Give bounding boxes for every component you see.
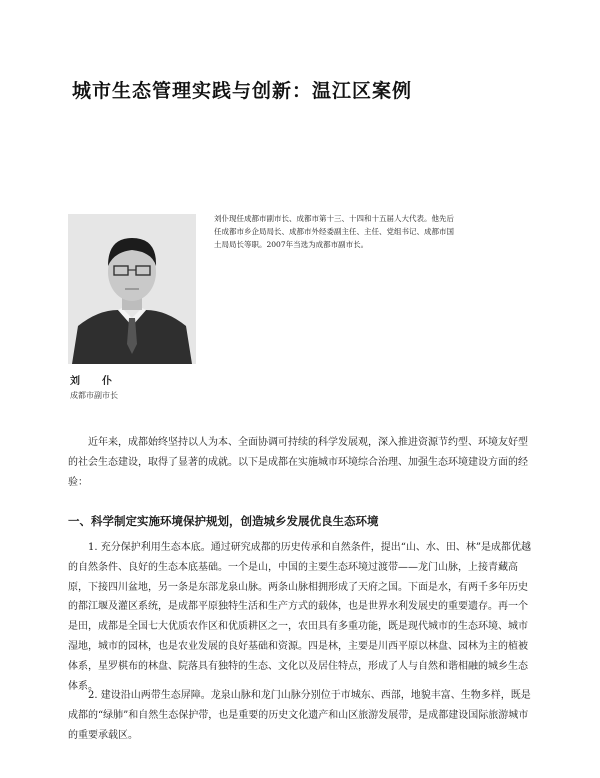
author-name: 刘 仆 <box>70 376 118 387</box>
article-title: 城市生态管理实践与创新：温江区案例 <box>72 80 413 102</box>
body-paragraph: 2. 建设沿山两带生态屏障。龙泉山脉和龙门山脉分别位于市城东、西部，地貌丰富、生物多样，既是成都的“绿肺”和自然生态保护带，也是重要的历史文化遗产和山区旅游发展带，是成都建设国际旅游城市的重要承载区。 <box>68 690 531 741</box>
author-bio: 刘仆现任成都市副市长、成都市第十三、十四和十五届人大代表。他先后任成都市乡企局局长、成都市外经委副主任、主任、党组书记、成都市国土局局长等职。2007年当选为成都市副市长。 <box>214 214 454 249</box>
body-paragraph: 1. 充分保护利用生态本底。通过研究成都的历史传承和自然条件，提出“山、水、田、林”是成都优越的自然条件、良好的生态本底基础。一个是山，中国的主要生态环境过渡带——龙门山脉，上接青藏高原，下接四川盆地，另一条是东部龙泉山脉。两条山脉相拥形成了天府之国。下面是水，有两千多年历史的都江堰及灌区系统，是成都平原独特生活和生产方式的载体，也是世界水利发展史的重要遗存。再一个是田，成都是全国七大优质农作区和优质耕区之一，农田具有多重功能，既是现代城市的生态环境、城市湿地，城市的园林，也是农业发展的良好基础和资源。四是林，主要是川西平原以林盘、园林为主的植被体系，星罗棋布的林盘、院落具有独特的生态、文化以及居住特点，形成了人与自然和谐相融的城乡生态体系。 <box>68 542 531 692</box>
portrait-image <box>68 214 196 364</box>
author-photo <box>68 214 196 364</box>
intro-paragraph: 近年来，成都始终坚持以人为本、全面协调可持续的科学发展观，深入推进资源节约型、环境友好型的社会生态建设，取得了显著的成就。以下是成都在实施城市环境综合治理、加强生态环境建设方面的经验： <box>68 437 528 488</box>
author-role: 成都市副市长 <box>70 391 118 400</box>
section-heading: 一、科学制定实施环境保护规划，创造城乡发展优良生态环境 <box>68 514 379 528</box>
